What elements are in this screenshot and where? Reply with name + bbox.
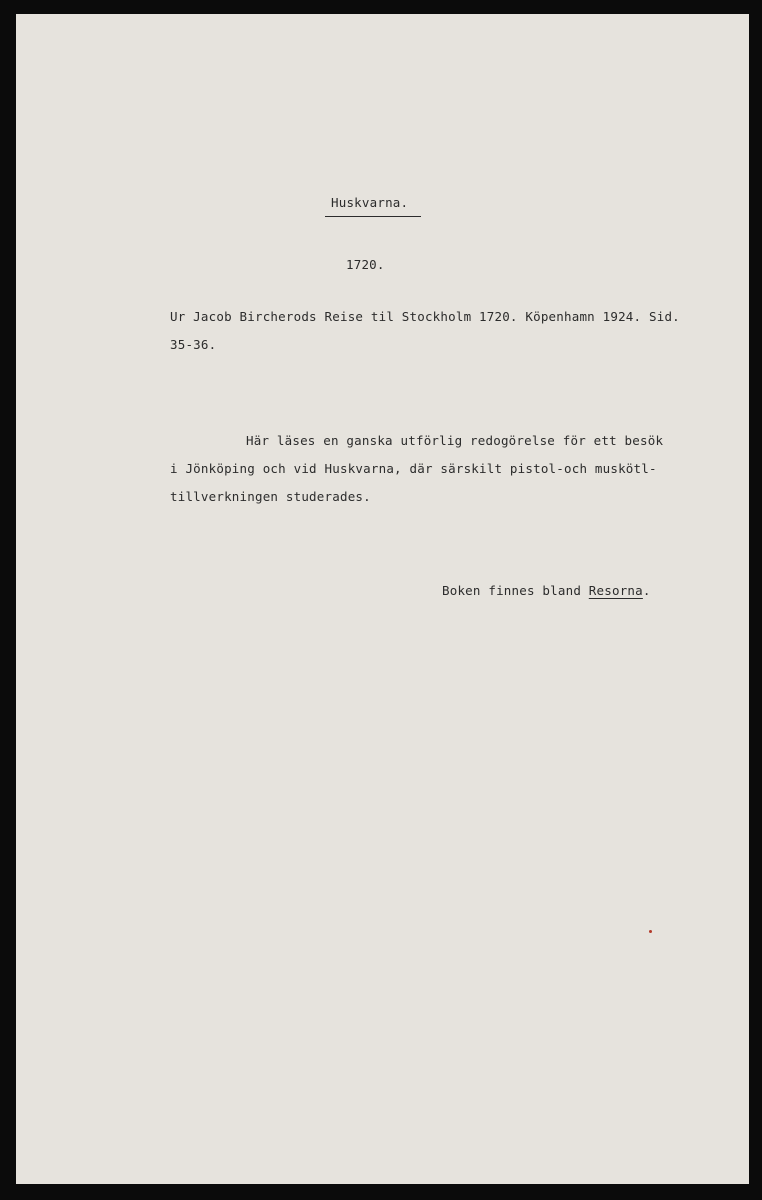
closing-prefix: Boken finnes bland [442, 583, 589, 598]
body-line-1: Här läses en ganska utförlig redogörelse för ett besök [246, 433, 664, 448]
source-line-1: Ur Jacob Bircherods Reise til Stockholm 1720. Köpenhamn 1924. Sid. [170, 309, 680, 324]
document-title: Huskvarna. [331, 195, 409, 210]
closing-suffix: . [642, 583, 651, 598]
title-underline [325, 216, 421, 217]
body-line-2: i Jönköping och vid Huskvarna, där särskilt pistol-och muskötl- [170, 461, 657, 476]
source-line-2: 35-36. [170, 337, 217, 352]
ink-mark [649, 930, 652, 933]
closing-line [442, 584, 651, 598]
body-line-3: tillverkningen studerades. [170, 489, 371, 504]
document-year: 1720. [346, 257, 385, 272]
closing-underlined-word: Resorna [588, 583, 643, 598]
document-page [16, 14, 749, 1184]
